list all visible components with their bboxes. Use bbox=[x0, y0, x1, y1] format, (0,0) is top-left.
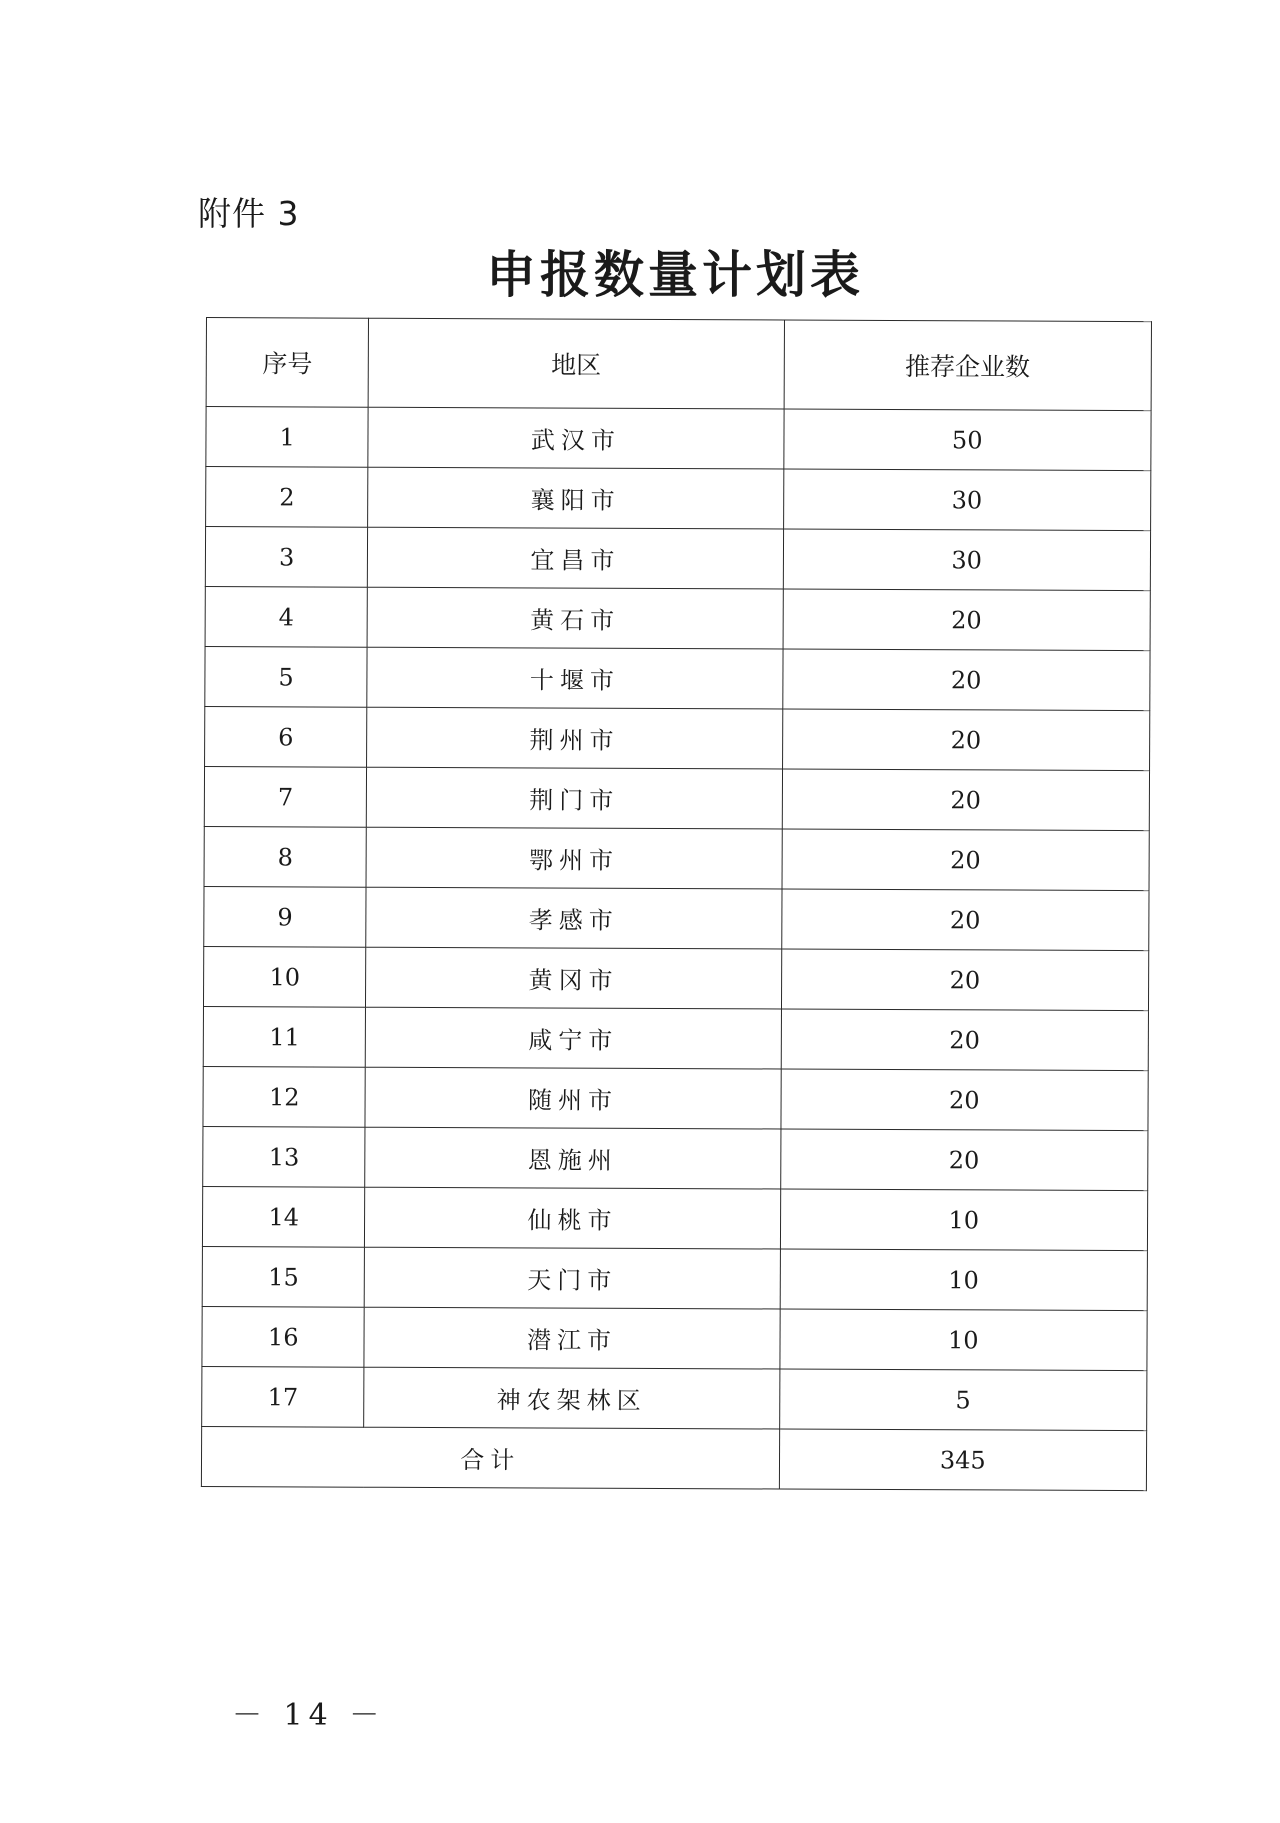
cell-region: 鄂州市 bbox=[366, 827, 781, 889]
cell-count: 20 bbox=[780, 1069, 1148, 1131]
column-header-no: 序号 bbox=[206, 318, 369, 408]
cell-region: 孝感市 bbox=[366, 887, 781, 949]
cell-no: 3 bbox=[205, 527, 368, 588]
cell-region: 黄石市 bbox=[367, 587, 782, 649]
table-row bbox=[203, 1066, 1148, 1130]
table-row bbox=[204, 766, 1149, 830]
table-row bbox=[202, 1246, 1147, 1310]
cell-no: 5 bbox=[205, 646, 368, 707]
cell-count: 20 bbox=[782, 769, 1150, 831]
plan-table bbox=[201, 317, 1152, 1491]
cell-count: 20 bbox=[781, 1009, 1149, 1071]
cell-no: 16 bbox=[202, 1306, 365, 1367]
table-row bbox=[205, 706, 1150, 770]
cell-count: 30 bbox=[783, 469, 1151, 531]
table-row bbox=[205, 646, 1150, 710]
cell-count: 10 bbox=[780, 1189, 1148, 1251]
table-row bbox=[206, 467, 1151, 531]
total-row bbox=[201, 1426, 1146, 1490]
table-row bbox=[202, 1306, 1147, 1370]
table-row bbox=[203, 1006, 1148, 1070]
cell-region: 黄冈市 bbox=[366, 947, 781, 1009]
cell-count: 20 bbox=[782, 709, 1150, 771]
cell-no: 13 bbox=[203, 1126, 366, 1187]
cell-no: 15 bbox=[202, 1246, 365, 1307]
table-row bbox=[202, 1366, 1147, 1430]
cell-no: 12 bbox=[203, 1066, 366, 1127]
cell-region: 神农架林区 bbox=[364, 1367, 779, 1429]
cell-region: 宜昌市 bbox=[368, 527, 783, 589]
table-header-row bbox=[206, 318, 1151, 411]
table-row bbox=[203, 1126, 1148, 1190]
cell-count: 20 bbox=[780, 1129, 1148, 1191]
cell-no: 8 bbox=[204, 826, 367, 887]
cell-count: 20 bbox=[782, 649, 1150, 711]
table-row bbox=[205, 586, 1150, 650]
document-title: 申报数量计划表 bbox=[486, 245, 864, 304]
table-row bbox=[204, 886, 1149, 950]
column-header-count: 推荐企业数 bbox=[784, 320, 1152, 411]
table-row bbox=[204, 826, 1149, 890]
table-row bbox=[202, 1186, 1147, 1250]
cell-no: 11 bbox=[203, 1006, 366, 1067]
total-value: 345 bbox=[779, 1429, 1147, 1491]
cell-region: 仙桃市 bbox=[365, 1187, 780, 1249]
cell-no: 2 bbox=[206, 467, 369, 528]
cell-no: 7 bbox=[204, 766, 367, 827]
cell-count: 10 bbox=[780, 1249, 1148, 1311]
cell-count: 20 bbox=[781, 949, 1149, 1011]
cell-region: 咸宁市 bbox=[366, 1007, 781, 1069]
cell-no: 17 bbox=[202, 1366, 365, 1427]
cell-no: 10 bbox=[203, 946, 366, 1007]
cell-region: 荆州市 bbox=[367, 707, 782, 769]
page-number: － 14 － bbox=[232, 1698, 386, 1733]
cell-no: 9 bbox=[204, 886, 367, 947]
table-row bbox=[205, 527, 1150, 591]
total-label: 合计 bbox=[201, 1426, 779, 1489]
cell-count: 20 bbox=[783, 589, 1151, 651]
cell-region: 襄阳市 bbox=[368, 467, 783, 529]
cell-no: 4 bbox=[205, 586, 368, 647]
table-row bbox=[206, 407, 1151, 471]
cell-region: 天门市 bbox=[365, 1247, 780, 1309]
cell-no: 6 bbox=[205, 706, 368, 767]
cell-region: 武汉市 bbox=[368, 407, 783, 469]
cell-count: 5 bbox=[779, 1369, 1147, 1431]
cell-no: 1 bbox=[206, 407, 369, 468]
cell-region: 十堰市 bbox=[367, 647, 782, 709]
cell-count: 30 bbox=[783, 529, 1151, 591]
cell-count: 10 bbox=[779, 1309, 1147, 1371]
attachment-label: 附件 3 bbox=[198, 194, 300, 233]
cell-region: 荆门市 bbox=[367, 767, 782, 829]
cell-region: 随州市 bbox=[365, 1067, 780, 1129]
cell-region: 潜江市 bbox=[364, 1307, 779, 1369]
cell-region: 恩施州 bbox=[365, 1127, 780, 1189]
cell-count: 20 bbox=[782, 829, 1150, 891]
table-row bbox=[203, 946, 1148, 1010]
table-body bbox=[201, 407, 1151, 1491]
cell-count: 50 bbox=[783, 409, 1151, 471]
cell-no: 14 bbox=[202, 1186, 365, 1247]
cell-count: 20 bbox=[781, 889, 1149, 951]
column-header-region: 地区 bbox=[368, 318, 784, 409]
